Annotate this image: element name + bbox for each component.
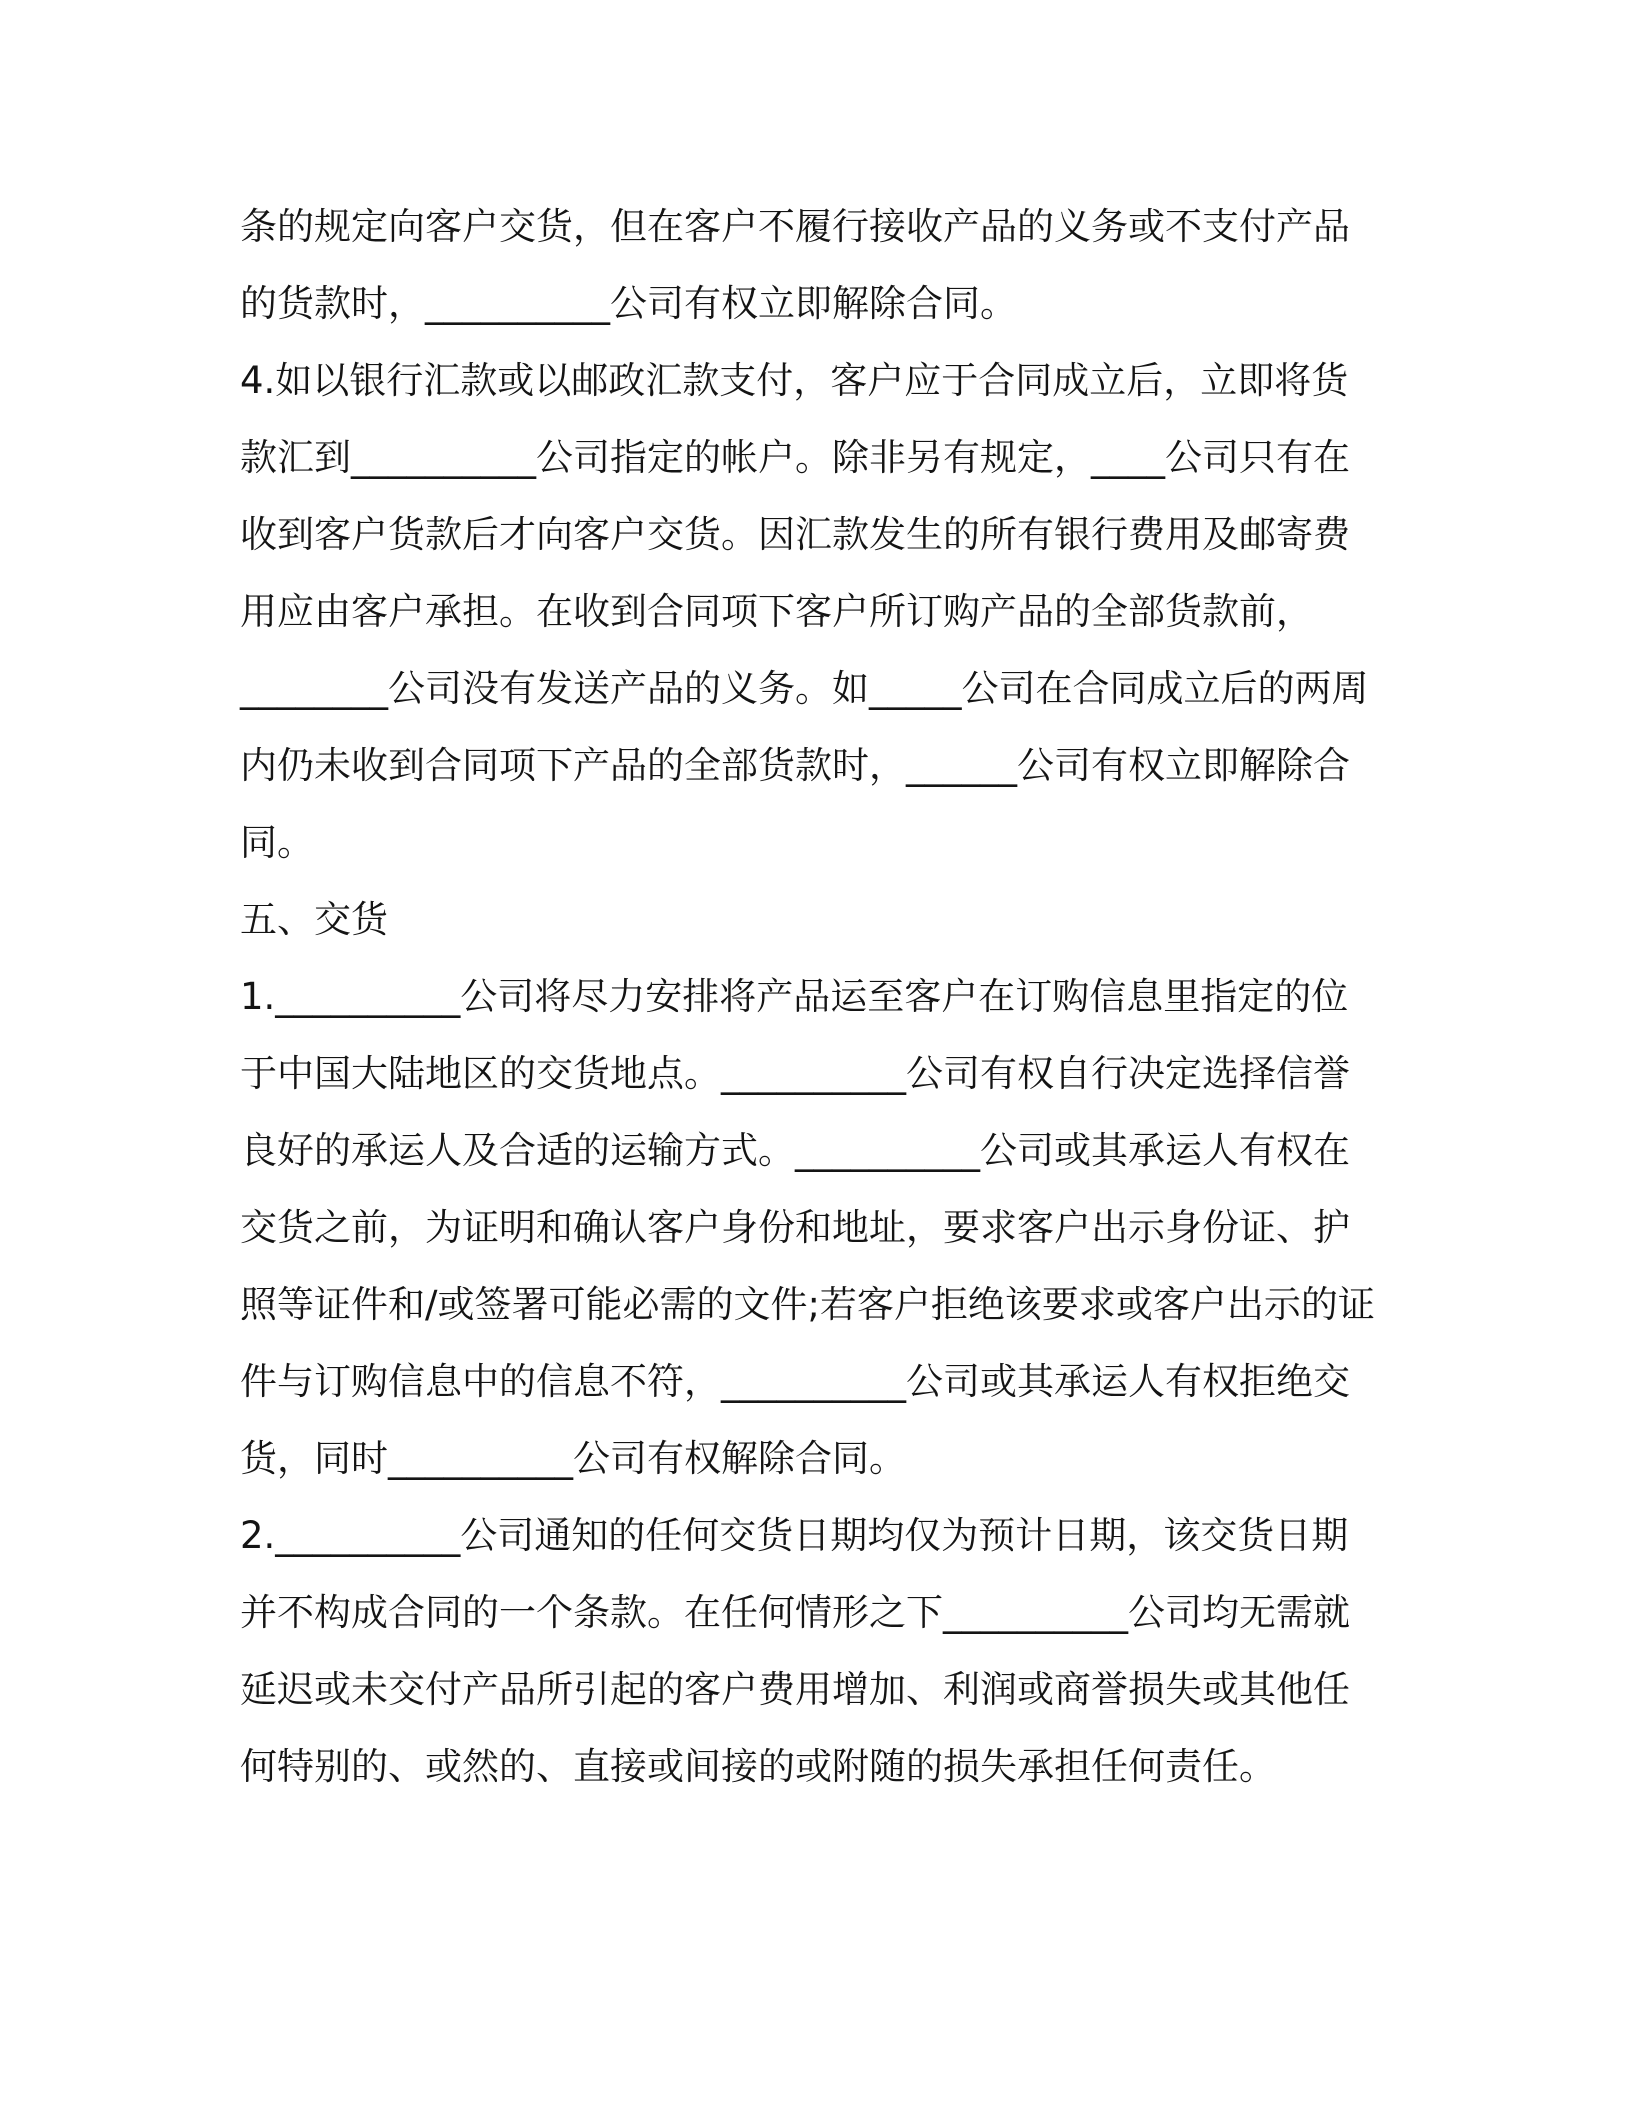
text-line: 用应由客户承担。在收到合同项下客户所订购产品的全部货款前， (240, 590, 1313, 633)
text-line: 内仍未收到合同项下产品的全部货款时，______公司有权立即解除合 (240, 744, 1350, 787)
text-line: 收到客户货款后才向客户交货。因汇款发生的所有银行费用及邮寄费 (240, 513, 1350, 556)
text-line: 条的规定向客户交货，但在客户不履行接收产品的义务或不支付产品 (240, 205, 1350, 248)
section-heading-delivery (240, 881, 1396, 958)
text-line: 1.__________公司将尽力安排将产品运至客户在订购信息里指定的位 (240, 975, 1349, 1018)
text-line: 款汇到__________公司指定的帐户。除非另有规定，____公司只有在 (240, 436, 1350, 479)
text-line: 于中国大陆地区的交货地点。__________公司有权自行决定选择信誉 (240, 1052, 1350, 1095)
text-line: 良好的承运人及合适的运输方式。__________公司或其承运人有权在 (240, 1129, 1350, 1172)
text-line: 货，同时__________公司有权解除合同。 (240, 1437, 906, 1480)
paragraph-continuation (240, 188, 1396, 342)
text-line: 2.__________公司通知的任何交货日期均仅为预计日期，该交货日期 (240, 1514, 1349, 1557)
document-body (240, 188, 1396, 1805)
paragraph-delivery-2 (240, 1497, 1396, 1805)
text-line: 交货之前，为证明和确认客户身份和地址，要求客户出示身份证、护 (240, 1206, 1350, 1249)
paragraph-delivery-1 (240, 958, 1396, 1497)
text-line: 的货款时，__________公司有权立即解除合同。 (240, 282, 1017, 325)
text-line: 件与订购信息中的信息不符，__________公司或其承运人有权拒绝交 (240, 1360, 1350, 1403)
text-line: ________公司没有发送产品的义务。如_____公司在合同成立后的两周 (240, 667, 1369, 710)
paragraph-clause-4 (240, 342, 1396, 881)
text-line: 并不构成合同的一个条款。在任何情形之下__________公司均无需就 (240, 1591, 1350, 1634)
text-line: 何特别的、或然的、直接或间接的或附随的损失承担任何责任。 (240, 1745, 1276, 1788)
text-line: 同。 (240, 821, 314, 864)
text-line: 4.如以银行汇款或以邮政汇款支付，客户应于合同成立后，立即将货 (240, 359, 1349, 402)
section-heading-text: 五、交货 (240, 898, 388, 941)
text-line: 照等证件和/或签署可能必需的文件;若客户拒绝该要求或客户出示的证 (240, 1283, 1375, 1326)
text-line: 延迟或未交付产品所引起的客户费用增加、利润或商誉损失或其他任 (240, 1668, 1350, 1711)
